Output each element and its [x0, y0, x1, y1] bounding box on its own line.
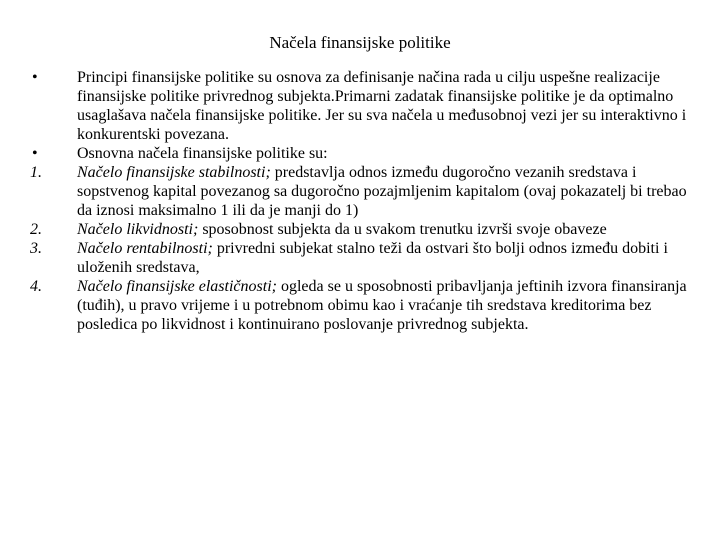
numbered-item — [30, 220, 695, 239]
numbered-text — [77, 239, 695, 277]
principle-description: ogleda se u sposobnosti pribavljanja jeftinih izvora finansiranja (tuđih), u pravo vrijeme i u potrebnom obimu kao i vraćanje tih sredstava kreditorima bez posledica po likvidnost i kontinuirano poslovanje privrednog subjekta. — [77, 278, 687, 333]
principle-description: predstavlja odnos između dugoročno vezanih sredstava i sopstvenog kapital povezanog sa dugoročno pozajmljenim kapitalom (ovaj pokazatelj bi trebao da iznosi maksimalno 1 ili da je manji do 1) — [77, 164, 687, 219]
principle-description: sposobnost subjekta da u svakom trenutku izvrši svoje obaveze — [198, 221, 607, 238]
numbered-item — [30, 277, 695, 334]
number-marker: 1. — [30, 164, 42, 181]
numbered-text — [77, 163, 695, 220]
number-marker: 4. — [30, 278, 42, 295]
slide-content — [30, 68, 695, 334]
bullet-text: Osnovna načela finansijske politike su: — [77, 145, 328, 162]
numbered-item — [30, 163, 695, 220]
bullet-item — [30, 68, 695, 144]
numbered-text — [77, 220, 695, 239]
principle-term: Načelo finansijske stabilnosti; — [77, 164, 271, 181]
slide-title: Načela finansijske politike — [269, 33, 451, 52]
number-marker: 2. — [30, 221, 42, 238]
bullet-marker: • — [32, 69, 38, 86]
principle-term: Načelo finansijske elastičnosti; — [77, 278, 277, 295]
principle-description: privredni subjekat stalno teži da ostvari što bolji odnos između dobiti i uloženih sredstava, — [77, 240, 668, 276]
bullet-text: Principi finansijske politike su osnova za definisanje načina rada u cilju uspešne realizacije finansijske politike privrednog subjekta.Primarni zadatak finansijske politike je da optimalno usaglašava načela finansijske politike. Jer su sva načela u međusobnoj vezi jer su interaktivno i konkurentski povezana. — [77, 69, 687, 143]
bullet-marker: • — [32, 145, 38, 162]
numbered-text — [77, 277, 695, 334]
principle-term: Načelo likvidnosti; — [77, 221, 199, 238]
numbered-item — [30, 239, 695, 277]
number-marker: 3. — [30, 240, 42, 257]
bullet-item — [30, 144, 695, 163]
principle-term: Načelo rentabilnosti; — [77, 240, 213, 257]
